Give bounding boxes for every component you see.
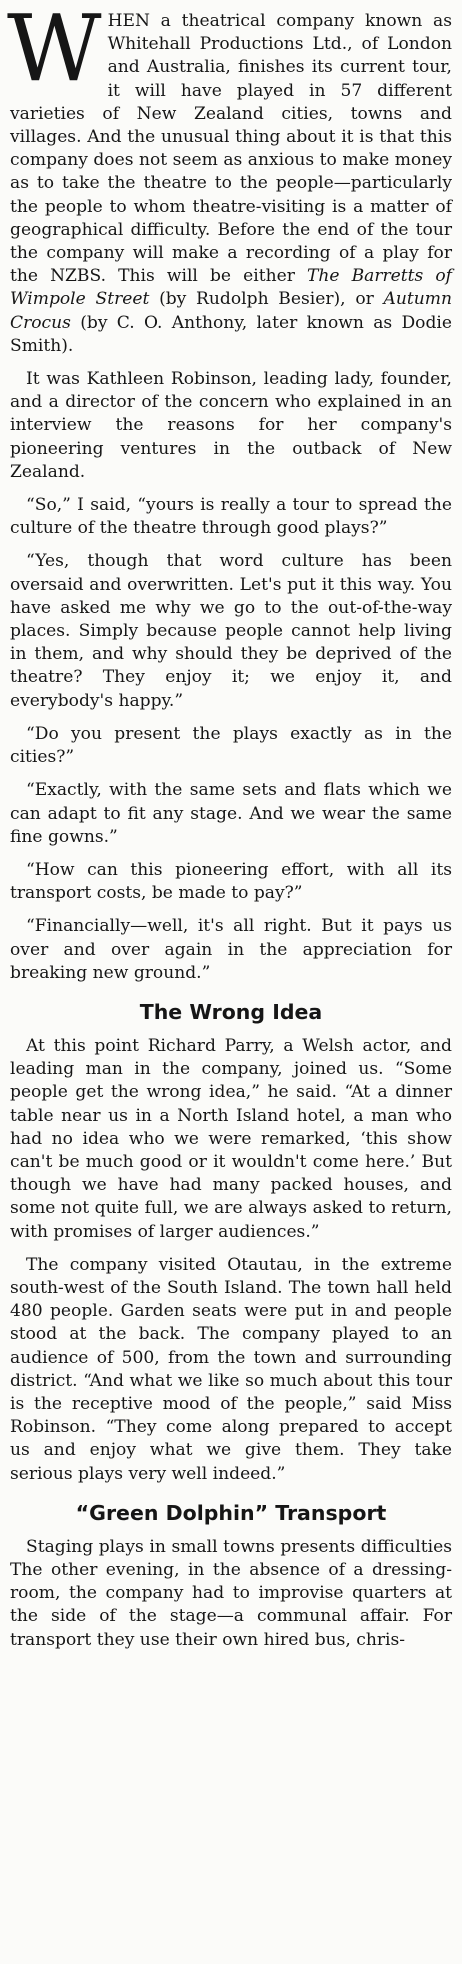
paragraph-otautau: The company visited Otautau, in the extreme south-west of the South Island. The town hall held 480 people. Garden seats were put in and people stood at the back. The company played to an audience of 500, from the town and surrounding district. “And what we like so much about this tour is the receptive mood of the people,” said Miss Robinson. “They come along prepared to accept us and enjoy what we give them. They take serious plays very well indeed.” [10, 1254, 452, 1484]
paragraph-intro [7, 0, 452, 358]
intro-text-b: (by Rudolph Besier), or [149, 289, 384, 310]
paragraph-answer-culture: “Yes, though that word culture has been oversaid and overwritten. Let's put it this way. You have asked me why we go to the out-of-the-way places. Simply because people cannot help living in them, and why should they be deprived of the theatre? They enjoy it; we enjoy it, and everybody's happy.” [10, 551, 452, 711]
subheading-green-dolphin: “Green Dolphin” Transport [75, 1500, 387, 1525]
paragraph-question-cities: “Do you present the plays exactly as in the cities?” [10, 723, 452, 768]
paragraph-richard-parry: At this point Richard Parry, a Welsh actor, and leading man in the company, joined us. “Some people get the wrong idea,” he said. “At a dinner table near us in a North Island hotel, a man who had no idea who we were remarked, ‘this show can't be much good or it wouldn't come here.’ But though we have had many packed houses, and some not quite full, we are always asked to return, with promises of larger audiences.” [10, 1035, 452, 1242]
play-title-barretts: The Barretts of Wimpole Street [10, 266, 452, 310]
subheading-wrong-idea: The Wrong Idea [139, 999, 323, 1024]
paragraph-question-pay: “How can this pioneering effort, with all its transport costs, be made to pay?” [10, 859, 452, 904]
paragraph-answer-financial: “Financially—well, it's all right. But it pays us over and over again in the appreciation for breaking new ground.” [10, 916, 452, 983]
intro-text-c: (by C. O. Anthony, later known as Dodie Smith). [10, 312, 452, 356]
play-title-autumn-crocus: Autumn Crocus [10, 289, 452, 333]
paragraph-question-culture: “So,” I said, “yours is really a tour to spread the culture of the theatre through good plays?” [10, 495, 452, 539]
drop-cap: W [7, 0, 102, 102]
paragraph-transport: Staging plays in small towns presents difficulties The other evening, in the absence of a dressing-room, the company had to improvise quarters at the side of the stage—a communal affair. For transport they use their own hired bus, chris- [10, 1536, 452, 1650]
intro-text-a: HEN a theatrical company known as Whitehall Productions Ltd., of London and Australia, finishes its current tour, it will have played in 57 different varieties of New Zealand cities, towns and villages. And the unusual thing about it is that this company does not seem as anxious to make money as to take the theatre to the people—particularly the people to whom theatre-visiting is a matter of geographical difficulty. Before the end of the tour the company will make a recording of a play for the NZBS. This will be either [10, 11, 452, 287]
paragraph-kathleen: It was Kathleen Robinson, leading lady, founder, and a director of the concern who explained in an interview the reasons for her company's pioneering ventures in the outback of New Zealand. [10, 369, 452, 482]
paragraph-answer-sets: “Exactly, with the same sets and flats which we can adapt to fit any stage. And we wear the same fine gowns.” [10, 780, 452, 847]
